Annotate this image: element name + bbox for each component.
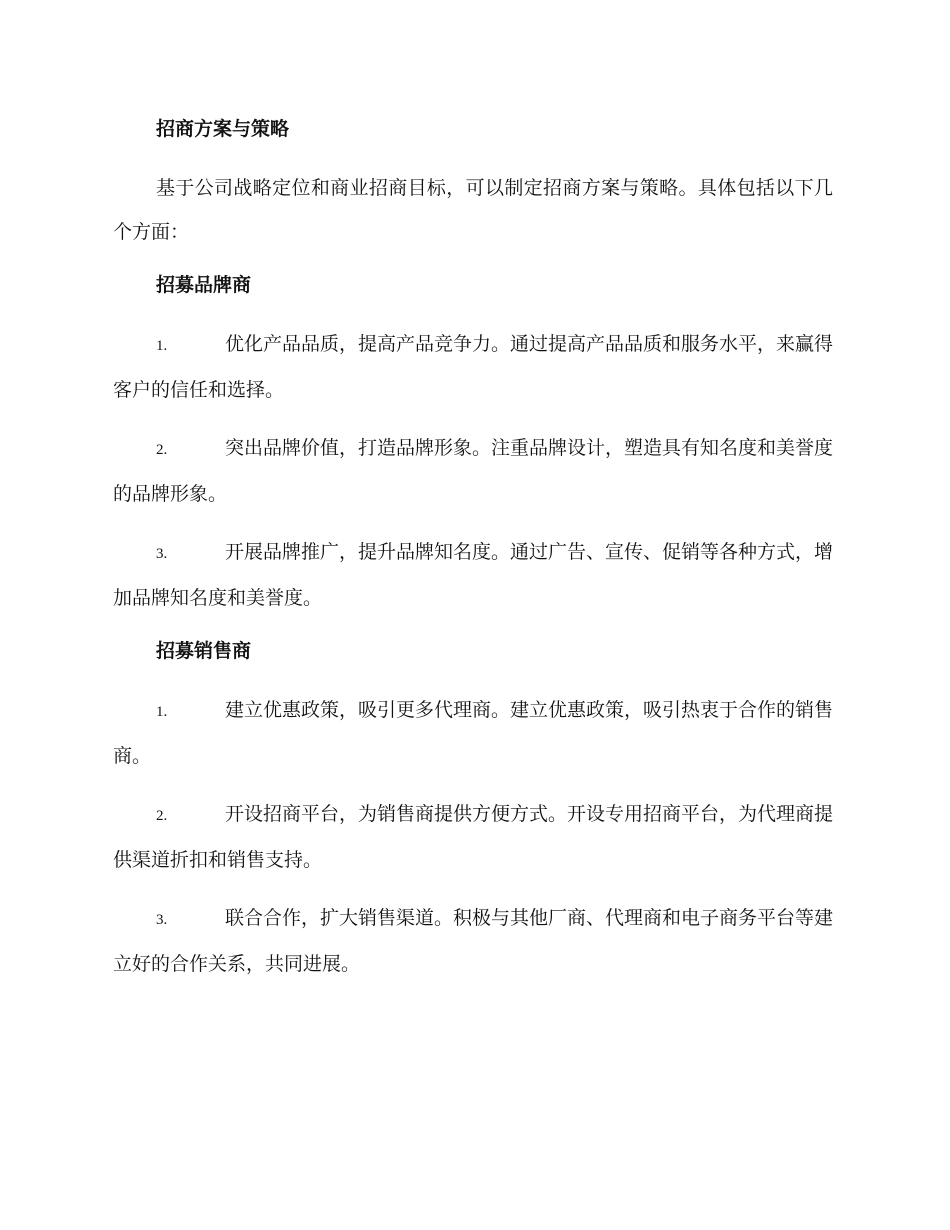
list-item-text: 开设招商平台，为销售商提供方便方式。开设专用招商平台，为代理商提供渠道折扣和销售支持。 [113, 803, 834, 871]
list-item-number: 2. [156, 442, 168, 458]
list-item [113, 322, 833, 412]
list-item-number: 1. [156, 338, 168, 354]
list-item [113, 426, 833, 516]
list-item-text: 联合合作，扩大销售渠道。积极与其他厂商、代理商和电子商务平台等建立好的合作关系，共同进展。 [113, 907, 834, 975]
intro-paragraph: 基于公司战略定位和商业招商目标，可以制定招商方案与策略。具体包括以下几个方面： [113, 177, 833, 243]
list-item-number: 3. [156, 546, 168, 562]
list-item-text: 建立优惠政策，吸引更多代理商。建立优惠政策，吸引热衷于合作的销售商。 [113, 699, 834, 767]
section-heading-sales: 招募销售商 [156, 640, 252, 662]
list-item [113, 896, 833, 986]
section-heading-brand: 招募品牌商 [156, 274, 252, 296]
document-body [113, 112, 833, 1000]
list-item-number: 1. [156, 704, 168, 720]
list-item [113, 530, 833, 620]
list-item [113, 688, 833, 778]
list-item-text: 突出品牌价值，打造品牌形象。注重品牌设计，塑造具有知名度和美誉度的品牌形象。 [113, 437, 834, 505]
list-item-text: 开展品牌推广，提升品牌知名度。通过广告、宣传、促销等各种方式，增加品牌知名度和美誉度。 [113, 541, 834, 609]
list-item-text: 优化产品品质，提高产品竞争力。通过提高产品品质和服务水平，来赢得客户的信任和选择。 [113, 333, 834, 401]
list-item-number: 3. [156, 912, 168, 928]
document-title: 招商方案与策略 [156, 118, 290, 140]
list-item-number: 2. [156, 808, 168, 824]
list-item [113, 792, 833, 882]
